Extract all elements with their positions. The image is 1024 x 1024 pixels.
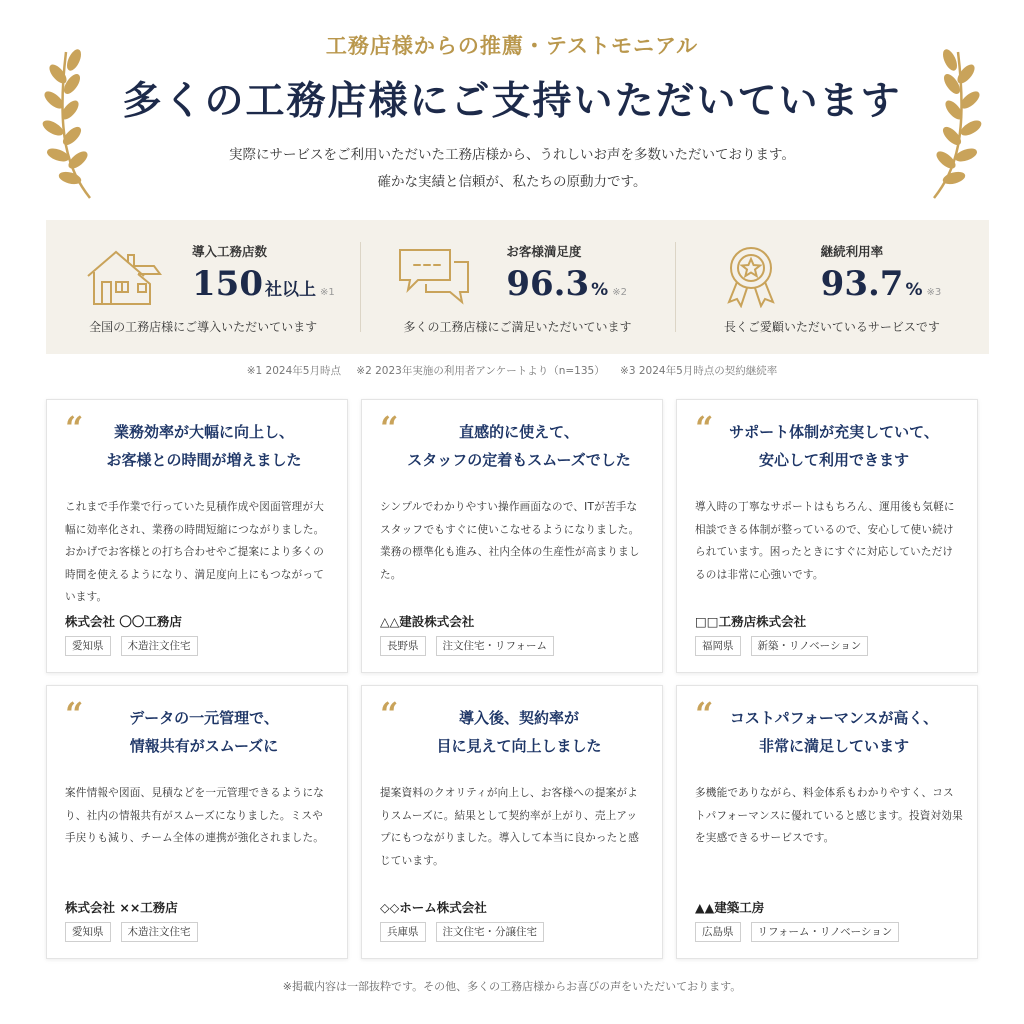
page-title: 多くの工務店様にご支持いただいています (122, 78, 902, 124)
tag-list (695, 636, 868, 656)
quote-icon: “ (380, 409, 399, 447)
stat-value (821, 264, 942, 304)
quote-icon: “ (65, 409, 84, 447)
stat-number: 96.3 (506, 264, 590, 304)
tag-category: リフォーム・リノベーション (751, 922, 900, 942)
tag-prefecture: 兵庫県 (380, 922, 426, 942)
tag-category: 注文住宅・分譲住宅 (436, 922, 545, 942)
title-line: 安心して利用できます (758, 451, 909, 469)
stat-unit: 社以上 (264, 280, 316, 300)
lead-line-1: 実際にサービスをご利用いただいた工務店様から、うれしいお声を多数いただいております。 (229, 147, 795, 163)
stat-caption: 全国の工務店様にご導入いただいています (89, 320, 318, 334)
company-name: 株式会社 ××工務店 (65, 900, 178, 915)
house-icon (82, 244, 162, 308)
stat-note: ※3 (926, 287, 942, 298)
chat-bubbles-icon (396, 244, 476, 308)
tag-category: 新築・リノベーション (751, 636, 869, 656)
testimonial-card (676, 685, 978, 959)
tag-prefecture: 愛知県 (65, 636, 111, 656)
testimonial-title (77, 704, 331, 760)
company-name: 株式会社 〇〇工務店 (65, 614, 182, 629)
stat-retention (675, 220, 989, 354)
tag-category: 注文住宅・リフォーム (436, 636, 554, 656)
stat-label: お客様満足度 (506, 244, 582, 259)
tag-prefecture: 愛知県 (65, 922, 111, 942)
company-name: ◇◇ホーム株式会社 (380, 900, 487, 915)
stat-caption: 多くの工務店様にご満足いただいています (403, 320, 632, 334)
tag-prefecture: 福岡県 (695, 636, 741, 656)
stat-value (192, 264, 335, 304)
tag-category: 木造注文住宅 (121, 922, 198, 942)
stat-caption: 長くご愛顧いただいているサービスです (723, 320, 940, 334)
stat-note: ※2 (612, 287, 627, 298)
testimonial-title (392, 418, 646, 474)
tag-list (380, 922, 544, 942)
title-line: サポート体制が充実していて、 (729, 423, 939, 441)
title-line: 情報共有がスムーズに (129, 737, 279, 755)
stat-unit: % (591, 280, 609, 300)
title-line: スタッフの定着もスムーズでした (407, 451, 631, 469)
stat-label: 導入工務店数 (192, 244, 268, 259)
testimonials-grid (46, 399, 978, 959)
testimonial-card (361, 399, 663, 673)
quote-icon: “ (695, 695, 714, 733)
testimonial-card (361, 685, 663, 959)
quote-icon: “ (65, 695, 84, 733)
testimonial-card (676, 399, 978, 673)
quote-icon: “ (380, 695, 399, 733)
footnote: ※2 2023年実施の利用者アンケートより（n=135） (356, 365, 605, 377)
tag-list (695, 922, 899, 942)
testimonial-body: 案件情報や図面、見積などを一元管理できるようになり、社内の情報共有がスムーズになりました。ミスや手戻りも減り、チーム全体の連携が強化されました。 (65, 787, 325, 844)
testimonial-body: 提案資料のクオリティが向上し、お客様への提案がよりスムーズに。結果として契約率が上がり、売上アップにもつながりました。導入して本当に良かったと感じています。 (380, 787, 640, 867)
title-line: お客様との時間が増えました (106, 451, 302, 469)
testimonial-title (707, 704, 961, 760)
testimonial-card (46, 685, 348, 959)
tag-list (65, 922, 198, 942)
title-line: 導入後、契約率が (458, 709, 579, 727)
tag-list (380, 636, 554, 656)
testimonial-body: 多機能でありながら、料金体系もわかりやすく、コストパフォーマンスに優れていると感じます。投資対効果を実感できるサービスです。 (695, 787, 963, 844)
lead-text (0, 142, 1024, 196)
testimonial-card (46, 399, 348, 673)
stat-note: ※1 (319, 287, 335, 298)
stat-value (506, 264, 627, 304)
testimonial-body: これまで手作業で行っていた見積作成や図面管理が大幅に効率化され、業務の時間短縮につながりました。おかげでお客様との打ち合わせやご提案により多くの時間を使えるようになり、満足度向上にもつながっています。 (65, 501, 325, 603)
testimonial-body: シンプルでわかりやすい操作画面なので、ITが苦手なスタッフでもすぐに使いこなせるようになりました。業務の標準化も進み、社内全体の生産性が高まりました。 (380, 501, 640, 581)
stat-clients (46, 220, 360, 354)
quote-icon: “ (695, 409, 714, 447)
section-eyebrow: 工務店様からの推薦・テストモニアル (325, 33, 699, 58)
lead-line-2: 確かな実績と信頼が、私たちの原動力です。 (377, 174, 647, 190)
company-name: △△建設株式会社 (380, 614, 475, 629)
testimonial-title (707, 418, 961, 474)
title-line: データの一元管理で、 (129, 709, 279, 727)
tag-category: 木造注文住宅 (121, 636, 198, 656)
footnote: ※3 2024年5月時点の契約継続率 (620, 365, 778, 377)
testimonial-title (392, 704, 646, 760)
tag-prefecture: 広島県 (695, 922, 741, 942)
testimonial-title (77, 418, 331, 474)
stats-band (46, 220, 989, 354)
tag-list (65, 636, 198, 656)
title-line: 直感的に使えて、 (459, 423, 579, 441)
title-line: 目に見えて向上しました (436, 737, 602, 755)
title-line: 業務効率が大幅に向上し、 (113, 423, 294, 441)
bottom-note: ※掲載内容は一部抜粋です。その他、多くの工務店様からお喜びの声をいただいております。 (282, 980, 742, 993)
stats-footnotes (0, 363, 1024, 378)
stat-satisfaction (360, 220, 674, 354)
award-badge-icon (711, 244, 791, 308)
tag-prefecture: 長野県 (380, 636, 426, 656)
company-name: ▲▲建築工房 (695, 900, 765, 915)
title-line: 非常に満足しています (758, 737, 909, 755)
stat-number: 150 (192, 264, 263, 304)
footnote: ※1 2024年5月時点 (246, 365, 341, 377)
stat-number: 93.7 (820, 264, 904, 304)
testimonial-body: 導入時の丁寧なサポートはもちろん、運用後も気軽に相談できる体制が整っているので、安心して使い続けられています。困ったときにすぐに対応していただけるのは非常に心強いです。 (695, 501, 955, 581)
company-name: □□工務店株式会社 (695, 614, 807, 629)
stat-label: 継続利用率 (820, 244, 884, 259)
title-line: コストパフォーマンスが高く、 (729, 709, 939, 727)
stat-unit: % (905, 280, 923, 300)
